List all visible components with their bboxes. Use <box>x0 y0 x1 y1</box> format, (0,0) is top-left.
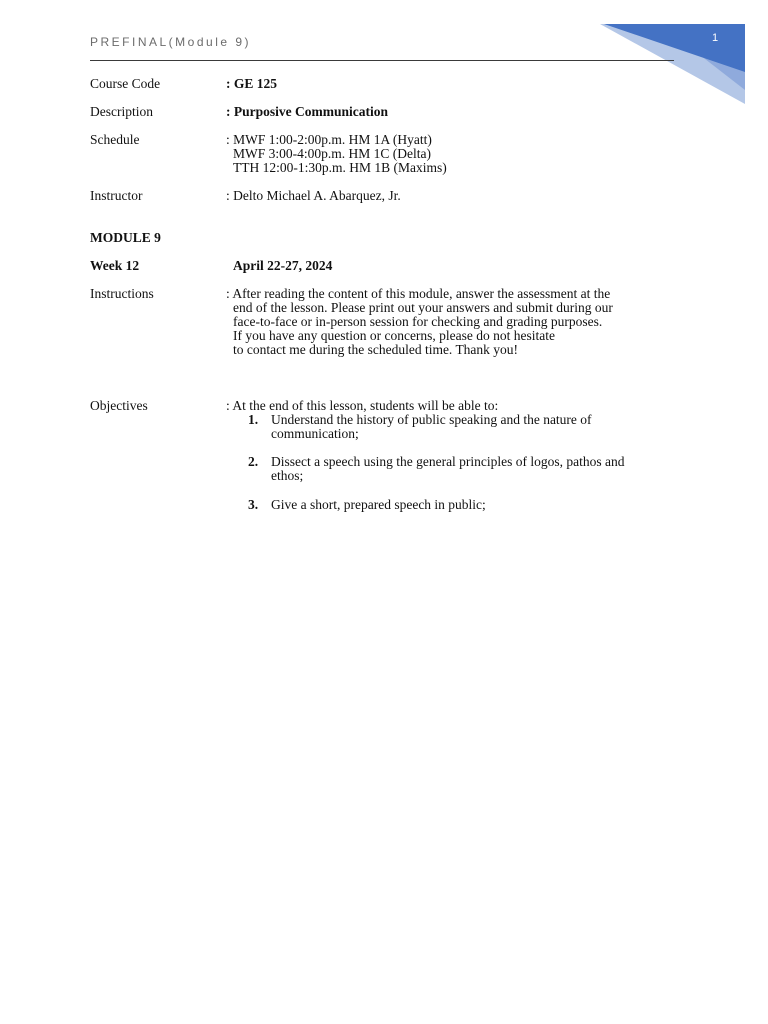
objective-line: Give a short, prepared speech in public; <box>271 497 486 512</box>
objective-text <box>271 455 681 483</box>
header-title: PREFINAL(Module 9) <box>90 35 252 49</box>
instructor-label: Instructor <box>90 188 143 203</box>
objective-line: ethos; <box>271 468 304 483</box>
schedule-line: MWF 3:00-4:00p.m. HM 1C (Delta) <box>233 146 431 161</box>
page-number: 1 <box>711 32 719 44</box>
schedule-line: : MWF 1:00-2:00p.m. HM 1A (Hyatt) <box>226 132 432 147</box>
module-title: MODULE 9 <box>90 230 161 245</box>
course-code-label: Course Code <box>90 76 161 91</box>
objective-text <box>271 413 681 441</box>
instructions-label: Instructions <box>90 286 154 301</box>
instructions-text <box>226 287 676 357</box>
instructions-line: : After reading the content of this module, answer the assessment at the <box>226 286 611 301</box>
description-label: Description <box>90 104 153 119</box>
objective-text <box>271 498 681 512</box>
instructions-line: If you have any question or concerns, please do not hesitate <box>233 328 556 343</box>
objectives-intro: : At the end of this lesson, students will be able to: <box>226 398 499 413</box>
week-label: Week 12 <box>90 258 140 273</box>
objective-number: 3. <box>248 497 259 512</box>
objective-line: communication; <box>271 426 359 441</box>
schedule-line: TTH 12:00-1:30p.m. HM 1B (Maxims) <box>233 160 447 175</box>
instructions-line: face-to-face or in-person session for checking and grading purposes. <box>233 314 603 329</box>
objective-line: Dissect a speech using the general principles of logos, pathos and <box>271 454 625 469</box>
instructions-line: to contact me during the scheduled time. Thank you! <box>233 342 519 357</box>
schedule-label: Schedule <box>90 132 140 147</box>
header-rule <box>90 60 674 61</box>
week-dates: April 22-27, 2024 <box>233 258 333 273</box>
objective-line: Understand the history of public speaking and the nature of <box>271 412 592 427</box>
course-code-value: : GE 125 <box>226 76 278 91</box>
description-value: : Purposive Communication <box>226 104 388 119</box>
objective-number: 1. <box>248 412 259 427</box>
objectives-label: Objectives <box>90 398 148 413</box>
instructor-value: : Delto Michael A. Abarquez, Jr. <box>226 188 401 203</box>
objective-number: 2. <box>248 454 259 469</box>
instructions-line: end of the lesson. Please print out your answers and submit during our <box>233 300 613 315</box>
